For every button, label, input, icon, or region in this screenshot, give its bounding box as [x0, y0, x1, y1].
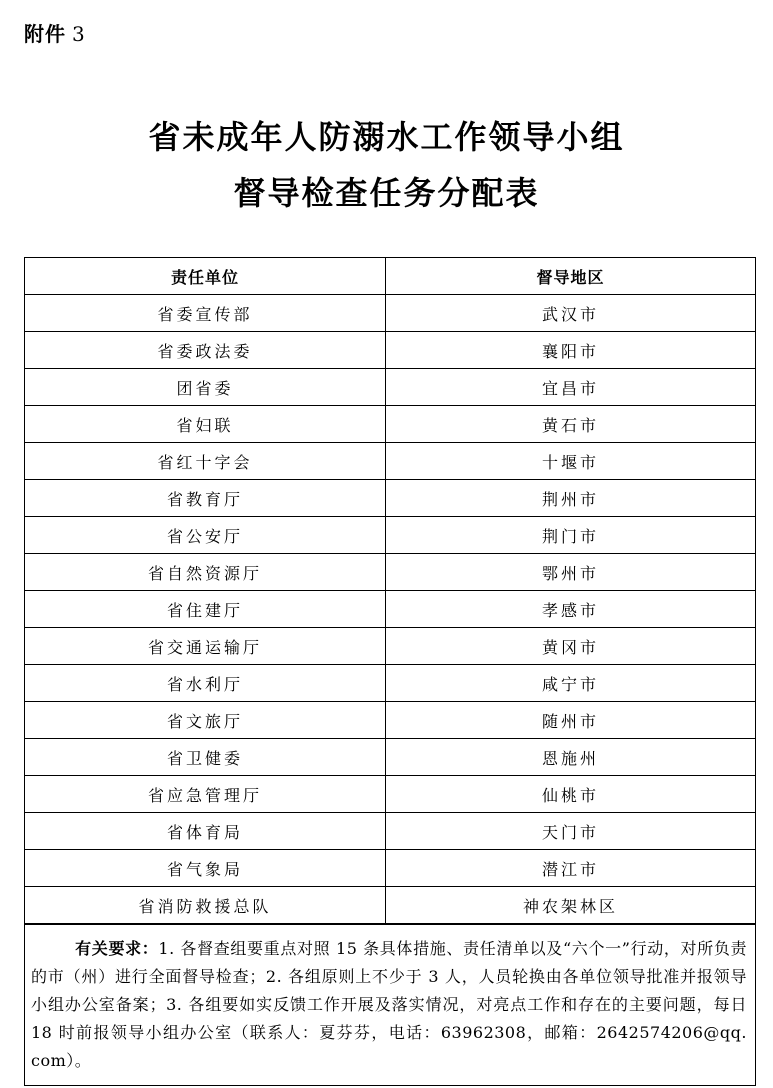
responsible-unit-cell: 省水利厅	[25, 665, 386, 702]
supervised-region-cell: 荆州市	[386, 480, 756, 517]
table-row	[25, 739, 755, 776]
attachment-label	[24, 18, 86, 47]
responsible-unit-cell: 省公安厅	[25, 517, 386, 554]
table-row	[25, 480, 755, 517]
table-row	[25, 591, 755, 628]
responsible-unit-cell: 省自然资源厅	[25, 554, 386, 591]
supervised-region-cell: 黄石市	[386, 406, 756, 443]
table-row	[25, 443, 755, 480]
supervised-region-cell: 恩施州	[386, 739, 756, 776]
requirements-note	[25, 924, 755, 1085]
table-row	[25, 406, 755, 443]
supervised-region-cell: 仙桃市	[386, 776, 756, 813]
responsible-unit-cell: 省应急管理厅	[25, 776, 386, 813]
table-body	[25, 295, 755, 924]
requirements-text: 1. 各督查组要重点对照 15 条具体措施、责任清单以及“六个一”行动，对所负责的市（州）进行全面督导检查；2. 各组原则上不少于 3 人，人员轮换由各单位领导批准并报领导小组办公室备案；3. 各组要如实反馈工作开展及落实情况，对亮点工作和存在的主要问题，每日 18 时前报领导小组办公室（联系人：夏芬芬，电话：63962308，邮箱：2642574206@qq. com）。	[31, 939, 747, 1070]
table-row	[25, 517, 755, 554]
header-responsible-unit: 责任单位	[25, 258, 386, 295]
supervised-region-cell: 黄冈市	[386, 628, 756, 665]
table-row	[25, 369, 755, 406]
attachment-text: 附件	[24, 22, 66, 46]
table-row	[25, 702, 755, 739]
supervised-region-cell: 武汉市	[386, 295, 756, 332]
table-row	[25, 850, 755, 887]
assignment-table	[24, 257, 756, 1086]
responsible-unit-cell: 省教育厅	[25, 480, 386, 517]
responsible-unit-cell: 省气象局	[25, 850, 386, 887]
supervised-region-cell: 孝感市	[386, 591, 756, 628]
responsible-unit-cell: 省红十字会	[25, 443, 386, 480]
responsible-unit-cell: 省卫健委	[25, 739, 386, 776]
assignment-grid	[25, 258, 755, 924]
table-row	[25, 776, 755, 813]
supervised-region-cell: 襄阳市	[386, 332, 756, 369]
table-row	[25, 295, 755, 332]
document-title-line1: 省未成年人防溺水工作领导小组	[148, 118, 625, 156]
responsible-unit-cell: 省委政法委	[25, 332, 386, 369]
supervised-region-cell: 十堰市	[386, 443, 756, 480]
responsible-unit-cell: 省委宣传部	[25, 295, 386, 332]
requirements-label: 有关要求：	[75, 939, 159, 958]
supervised-region-cell: 鄂州市	[386, 554, 756, 591]
table-row	[25, 628, 755, 665]
table-row	[25, 554, 755, 591]
responsible-unit-cell: 省妇联	[25, 406, 386, 443]
table-row	[25, 332, 755, 369]
table-row	[25, 665, 755, 702]
supervised-region-cell: 咸宁市	[386, 665, 756, 702]
supervised-region-cell: 随州市	[386, 702, 756, 739]
responsible-unit-cell: 省交通运输厅	[25, 628, 386, 665]
responsible-unit-cell: 团省委	[25, 369, 386, 406]
supervised-region-cell: 潜江市	[386, 850, 756, 887]
attachment-number: 3	[72, 22, 86, 46]
responsible-unit-cell: 省消防救援总队	[25, 887, 386, 924]
supervised-region-cell: 荆门市	[386, 517, 756, 554]
table-header-row	[25, 258, 755, 295]
table-row	[25, 813, 755, 850]
responsible-unit-cell: 省文旅厅	[25, 702, 386, 739]
header-supervised-region: 督导地区	[386, 258, 756, 295]
responsible-unit-cell: 省体育局	[25, 813, 386, 850]
supervised-region-cell: 天门市	[386, 813, 756, 850]
supervised-region-cell: 神农架林区	[386, 887, 756, 924]
supervised-region-cell: 宜昌市	[386, 369, 756, 406]
table-row	[25, 887, 755, 924]
responsible-unit-cell: 省住建厅	[25, 591, 386, 628]
document-title-line2: 督导检查任务分配表	[233, 174, 540, 212]
